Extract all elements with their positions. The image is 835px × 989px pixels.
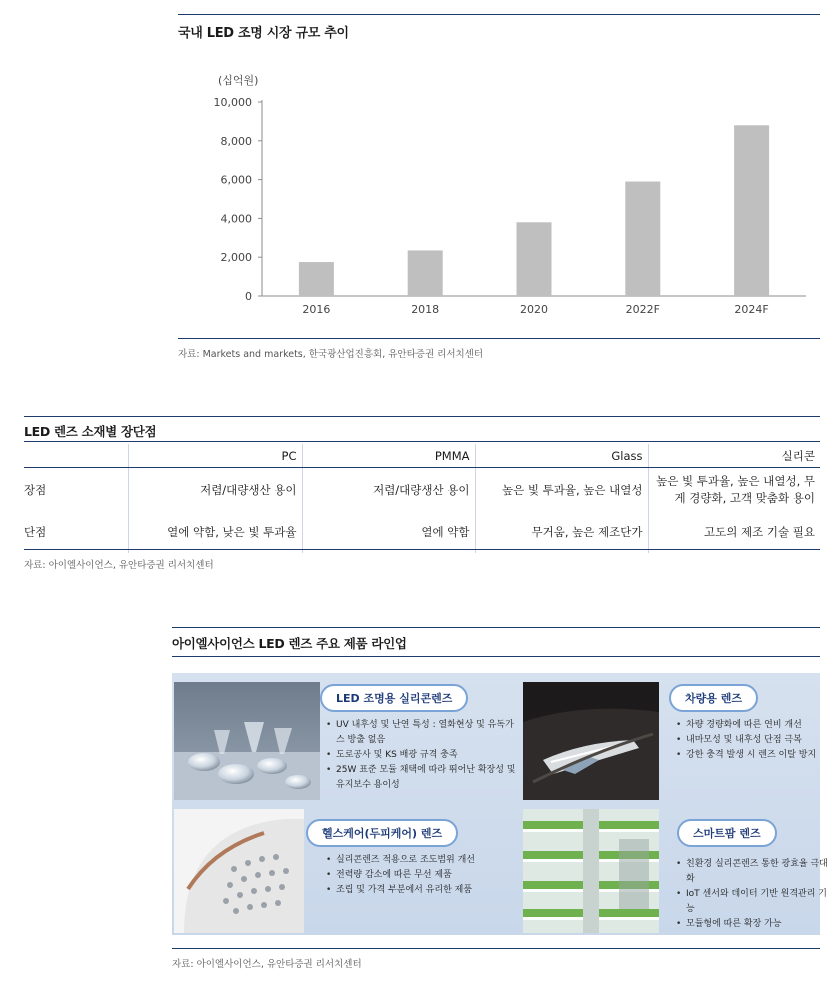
silicone-lens-photo xyxy=(174,682,320,800)
car-lens-photo xyxy=(523,682,659,800)
y-tick-label: 4,000 xyxy=(220,212,252,226)
bar-2024F xyxy=(734,125,769,296)
product-bullets-car-lens xyxy=(674,718,832,763)
list-item: • 친환경 실리콘렌즈 통한 광효율 극대화 xyxy=(686,857,832,887)
table-title-rule xyxy=(24,441,820,442)
table-row-pros xyxy=(24,468,820,513)
lineup-top-rule xyxy=(172,627,820,628)
list-item: • 모듈형에 따른 확장 가능 xyxy=(686,917,832,932)
product-name-led-silicone-lens: LED 조명용 실리콘렌즈 xyxy=(320,684,468,712)
lineup-bottom-rule xyxy=(172,948,820,949)
product-name-healthcare-lens: 헬스케어(두피케어) 렌즈 xyxy=(306,819,458,847)
table-bottom-rule xyxy=(24,549,820,550)
chart-top-rule xyxy=(178,14,820,15)
x-tick-label: 2020 xyxy=(520,303,548,316)
x-tick-label: 2018 xyxy=(411,303,440,316)
table-header-glass: Glass xyxy=(475,444,648,468)
lens-material-table xyxy=(24,444,820,553)
table-top-rule xyxy=(24,416,820,417)
y-tick-label: 8,000 xyxy=(220,134,252,148)
list-item: • IoT 센서와 데이터 기반 원격관리 기능 xyxy=(686,887,832,917)
chart-source: 자료: Markets and markets, 한국광산업진흥회, 유안타증권 리서치센터 xyxy=(178,349,484,360)
x-tick-label: 2024F xyxy=(734,303,769,316)
list-item: • 전력량 감소에 따른 무선 제품 xyxy=(336,868,522,883)
table-title: LED 렌즈 소재별 장단점 xyxy=(24,424,157,439)
product-name-smartfarm-lens: 스마트팜 렌즈 xyxy=(677,819,777,847)
chart-unit-label: (십억원) xyxy=(218,74,259,87)
market-size-bar-chart xyxy=(178,60,820,322)
chart-bottom-rule xyxy=(178,338,820,339)
table-cell: 무거움, 높은 제조단가 xyxy=(475,512,648,553)
list-item: • 도로공사 및 KS 배광 규격 충족 xyxy=(336,748,522,763)
table-header-silicone: 실리콘 xyxy=(648,444,820,468)
table-cell: 높은 빛 투과율, 높은 내열성 xyxy=(475,468,648,513)
lineup-panel xyxy=(172,673,828,935)
row-label: 장점 xyxy=(24,482,47,497)
table-header-row xyxy=(24,444,820,468)
list-item: • 25W 표준 모듈 채택에 따라 뛰어난 확장성 및 유지보수 용이성 xyxy=(336,763,522,793)
smartfarm-lens-photo xyxy=(523,809,659,933)
scalp-device-image xyxy=(174,809,304,933)
bar-2020 xyxy=(517,222,552,296)
bar-2018 xyxy=(408,250,443,296)
table-cell: 저렴/대량생산 용이 xyxy=(128,468,302,513)
y-tick-label: 10,000 xyxy=(213,96,252,109)
product-name-car-lens: 차량용 렌즈 xyxy=(669,684,758,712)
table-header-pc: PC xyxy=(128,444,302,468)
list-item: • 강한 충격 발생 시 렌즈 이탈 방지 xyxy=(686,748,832,763)
chart-title: 국내 LED 조명 시장 규모 추이 xyxy=(178,26,349,41)
table-cell: 열에 약함, 낮은 빛 투과율 xyxy=(128,512,302,553)
list-item: • 내마모성 및 내후성 단점 극복 xyxy=(686,733,832,748)
bar-2022F xyxy=(625,182,660,296)
bar-2016 xyxy=(299,262,334,296)
y-tick-label: 6,000 xyxy=(220,173,252,187)
row-label: 단점 xyxy=(24,525,47,539)
healthcare-lens-photo xyxy=(174,809,304,933)
table-header-blank xyxy=(24,444,128,468)
list-item: • 차량 경량화에 따른 연비 개선 xyxy=(686,718,832,733)
table-source: 자료: 아이엘사이언스, 유안타증권 리서치센터 xyxy=(24,560,214,571)
product-bullets-led-silicone xyxy=(324,718,522,793)
x-tick-label: 2016 xyxy=(302,303,331,316)
lineup-source: 자료: 아이엘사이언스, 유안타증권 리서치센터 xyxy=(172,959,362,970)
lineup-title-rule xyxy=(172,656,820,657)
y-tick-label: 0 xyxy=(245,290,252,303)
table-cell: 저렴/대량생산 용이 xyxy=(302,468,475,513)
list-item: • 조립 및 가격 부분에서 유리한 제품 xyxy=(336,883,522,898)
lens-image xyxy=(174,682,320,800)
table-cell: 고도의 제조 기술 필요 xyxy=(648,512,820,553)
table-row-cons xyxy=(24,512,820,553)
table-header-pmma: PMMA xyxy=(302,444,475,468)
table-cell: 높은 빛 투과율, 높은 내열성, 무게 경량화, 고객 맞춤화 용이 xyxy=(648,468,820,513)
smartfarm-image xyxy=(523,809,659,933)
lineup-title: 아이엘사이언스 LED 렌즈 주요 제품 라인업 xyxy=(172,636,407,651)
headlamp-image xyxy=(523,682,659,800)
table-cell: 열에 약함 xyxy=(302,512,475,553)
list-item: • UV 내후성 및 난연 특성 : 열화현상 및 유독가스 방출 없음 xyxy=(336,718,522,748)
y-tick-label: 2,000 xyxy=(220,251,252,265)
list-item: • 실리콘렌즈 적용으로 조도범위 개선 xyxy=(336,853,522,868)
product-bullets-smartfarm xyxy=(674,857,832,932)
x-tick-label: 2022F xyxy=(625,303,660,316)
product-bullets-healthcare xyxy=(324,853,522,898)
